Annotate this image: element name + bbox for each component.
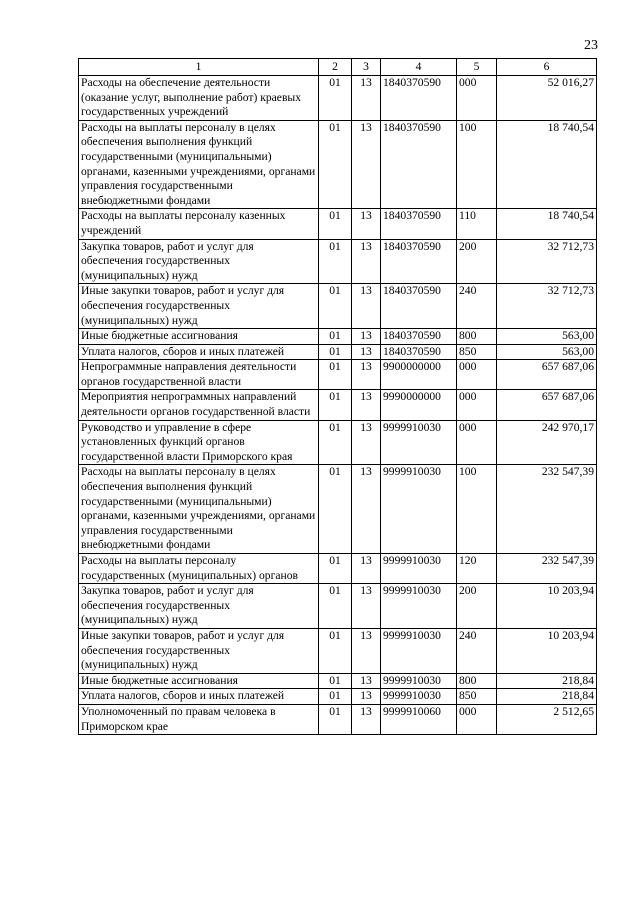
column-header-expense-type: 5 — [457, 59, 497, 76]
cell-name: Иные бюджетные ассигнования — [79, 673, 319, 689]
cell-amount: 563,00 — [497, 344, 597, 360]
cell-section: 01 — [319, 360, 352, 390]
table-row — [79, 284, 597, 329]
cell-target-article: 9999910030 — [381, 420, 457, 465]
cell-name: Закупка товаров, работ и услуг для обеспечения государственных (муниципальных) нужд — [79, 239, 319, 284]
cell-name: Уплата налогов, сборов и иных платежей — [79, 689, 319, 705]
cell-target-article: 1840370590 — [381, 239, 457, 284]
cell-subsection: 13 — [352, 584, 381, 629]
cell-section: 01 — [319, 120, 352, 209]
table-row — [79, 239, 597, 284]
cell-section: 01 — [319, 390, 352, 420]
cell-target-article: 9990000000 — [381, 390, 457, 420]
cell-name: Расходы на выплаты персоналу государственных (муниципальных) органов — [79, 554, 319, 584]
cell-amount: 563,00 — [497, 329, 597, 345]
table-row — [79, 465, 597, 554]
table-row — [79, 554, 597, 584]
cell-amount: 242 970,17 — [497, 420, 597, 465]
cell-target-article: 1840370590 — [381, 344, 457, 360]
cell-target-article: 9999910060 — [381, 704, 457, 734]
cell-subsection: 13 — [352, 239, 381, 284]
table-row — [79, 120, 597, 209]
cell-subsection: 13 — [352, 673, 381, 689]
cell-section: 01 — [319, 344, 352, 360]
cell-section: 01 — [319, 209, 352, 239]
cell-subsection: 13 — [352, 465, 381, 554]
cell-expense-type: 200 — [457, 584, 497, 629]
cell-expense-type: 000 — [457, 390, 497, 420]
cell-expense-type: 800 — [457, 329, 497, 345]
cell-amount: 32 712,73 — [497, 284, 597, 329]
cell-target-article: 9999910030 — [381, 554, 457, 584]
cell-amount: 2 512,65 — [497, 704, 597, 734]
budget-table — [78, 58, 597, 735]
cell-name: Руководство и управление в сфере установленных функций органов государственной власти Приморского края — [79, 420, 319, 465]
table-row — [79, 673, 597, 689]
cell-subsection: 13 — [352, 284, 381, 329]
cell-subsection: 13 — [352, 390, 381, 420]
cell-section: 01 — [319, 673, 352, 689]
cell-target-article: 1840370590 — [381, 329, 457, 345]
cell-amount: 10 203,94 — [497, 584, 597, 629]
cell-target-article: 9900000000 — [381, 360, 457, 390]
cell-name: Непрограммные направления деятельности органов государственной власти — [79, 360, 319, 390]
cell-expense-type: 000 — [457, 76, 497, 121]
cell-subsection: 13 — [352, 76, 381, 121]
table-body — [79, 76, 597, 735]
cell-name: Уплата налогов, сборов и иных платежей — [79, 344, 319, 360]
cell-section: 01 — [319, 76, 352, 121]
cell-name: Иные бюджетные ассигнования — [79, 329, 319, 345]
cell-amount: 657 687,06 — [497, 390, 597, 420]
cell-subsection: 13 — [352, 554, 381, 584]
cell-target-article: 9999910030 — [381, 628, 457, 673]
cell-target-article: 1840370590 — [381, 76, 457, 121]
column-header-subsection: 3 — [352, 59, 381, 76]
cell-name: Мероприятия непрограммных направлений деятельности органов государственной власти — [79, 390, 319, 420]
table-row — [79, 420, 597, 465]
column-header-target-article: 4 — [381, 59, 457, 76]
cell-target-article: 1840370590 — [381, 120, 457, 209]
cell-subsection: 13 — [352, 344, 381, 360]
cell-target-article: 9999910030 — [381, 673, 457, 689]
cell-expense-type: 000 — [457, 704, 497, 734]
cell-section: 01 — [319, 554, 352, 584]
table-header-row — [79, 59, 597, 76]
cell-name: Иные закупки товаров, работ и услуг для обеспечения государственных (муниципальных) нужд — [79, 628, 319, 673]
cell-expense-type: 850 — [457, 689, 497, 705]
column-header-section: 2 — [319, 59, 352, 76]
table-row — [79, 584, 597, 629]
cell-expense-type: 200 — [457, 239, 497, 284]
cell-subsection: 13 — [352, 689, 381, 705]
cell-amount: 232 547,39 — [497, 554, 597, 584]
table-row — [79, 628, 597, 673]
cell-section: 01 — [319, 584, 352, 629]
cell-subsection: 13 — [352, 120, 381, 209]
column-header-name: 1 — [79, 59, 319, 76]
cell-amount: 218,84 — [497, 673, 597, 689]
table-row — [79, 209, 597, 239]
cell-expense-type: 240 — [457, 284, 497, 329]
cell-name: Закупка товаров, работ и услуг для обеспечения государственных (муниципальных) нужд — [79, 584, 319, 629]
cell-subsection: 13 — [352, 209, 381, 239]
cell-amount: 218,84 — [497, 689, 597, 705]
cell-section: 01 — [319, 689, 352, 705]
cell-amount: 18 740,54 — [497, 209, 597, 239]
cell-expense-type: 100 — [457, 465, 497, 554]
cell-subsection: 13 — [352, 704, 381, 734]
cell-expense-type: 110 — [457, 209, 497, 239]
page-number: 23 — [584, 38, 598, 53]
cell-target-article: 9999910030 — [381, 465, 457, 554]
cell-target-article: 9999910030 — [381, 689, 457, 705]
cell-subsection: 13 — [352, 329, 381, 345]
column-header-amount: 6 — [497, 59, 597, 76]
cell-section: 01 — [319, 284, 352, 329]
cell-expense-type: 000 — [457, 420, 497, 465]
cell-name: Расходы на выплаты персоналу в целях обеспечения выполнения функций государственными (муниципальными) органами, казенными учреждениями, органами управления государственными внебюджетными фондами — [79, 465, 319, 554]
cell-amount: 10 203,94 — [497, 628, 597, 673]
cell-expense-type: 120 — [457, 554, 497, 584]
cell-name: Расходы на обеспечение деятельности (оказание услуг, выполнение работ) краевых государственных учреждений — [79, 76, 319, 121]
table-row — [79, 344, 597, 360]
cell-section: 01 — [319, 628, 352, 673]
cell-name: Расходы на выплаты персоналу в целях обеспечения выполнения функций государственными (муниципальными) органами, казенными учреждениями, органами управления государственными внебюджетными фондами — [79, 120, 319, 209]
cell-expense-type: 800 — [457, 673, 497, 689]
cell-section: 01 — [319, 420, 352, 465]
cell-amount: 657 687,06 — [497, 360, 597, 390]
cell-section: 01 — [319, 465, 352, 554]
cell-section: 01 — [319, 704, 352, 734]
table-row — [79, 689, 597, 705]
table-row — [79, 76, 597, 121]
cell-section: 01 — [319, 329, 352, 345]
table-row — [79, 704, 597, 734]
cell-target-article: 1840370590 — [381, 284, 457, 329]
cell-subsection: 13 — [352, 628, 381, 673]
cell-expense-type: 240 — [457, 628, 497, 673]
cell-section: 01 — [319, 239, 352, 284]
cell-amount: 32 712,73 — [497, 239, 597, 284]
cell-name: Расходы на выплаты персоналу казенных учреждений — [79, 209, 319, 239]
cell-expense-type: 100 — [457, 120, 497, 209]
cell-amount: 232 547,39 — [497, 465, 597, 554]
cell-name: Иные закупки товаров, работ и услуг для обеспечения государственных (муниципальных) нужд — [79, 284, 319, 329]
cell-expense-type: 000 — [457, 360, 497, 390]
cell-name: Уполномоченный по правам человека в Приморском крае — [79, 704, 319, 734]
cell-target-article: 9999910030 — [381, 584, 457, 629]
cell-subsection: 13 — [352, 360, 381, 390]
cell-subsection: 13 — [352, 420, 381, 465]
table-row — [79, 360, 597, 390]
cell-amount: 18 740,54 — [497, 120, 597, 209]
table-row — [79, 390, 597, 420]
cell-target-article: 1840370590 — [381, 209, 457, 239]
table-row — [79, 329, 597, 345]
cell-amount: 52 016,27 — [497, 76, 597, 121]
cell-expense-type: 850 — [457, 344, 497, 360]
